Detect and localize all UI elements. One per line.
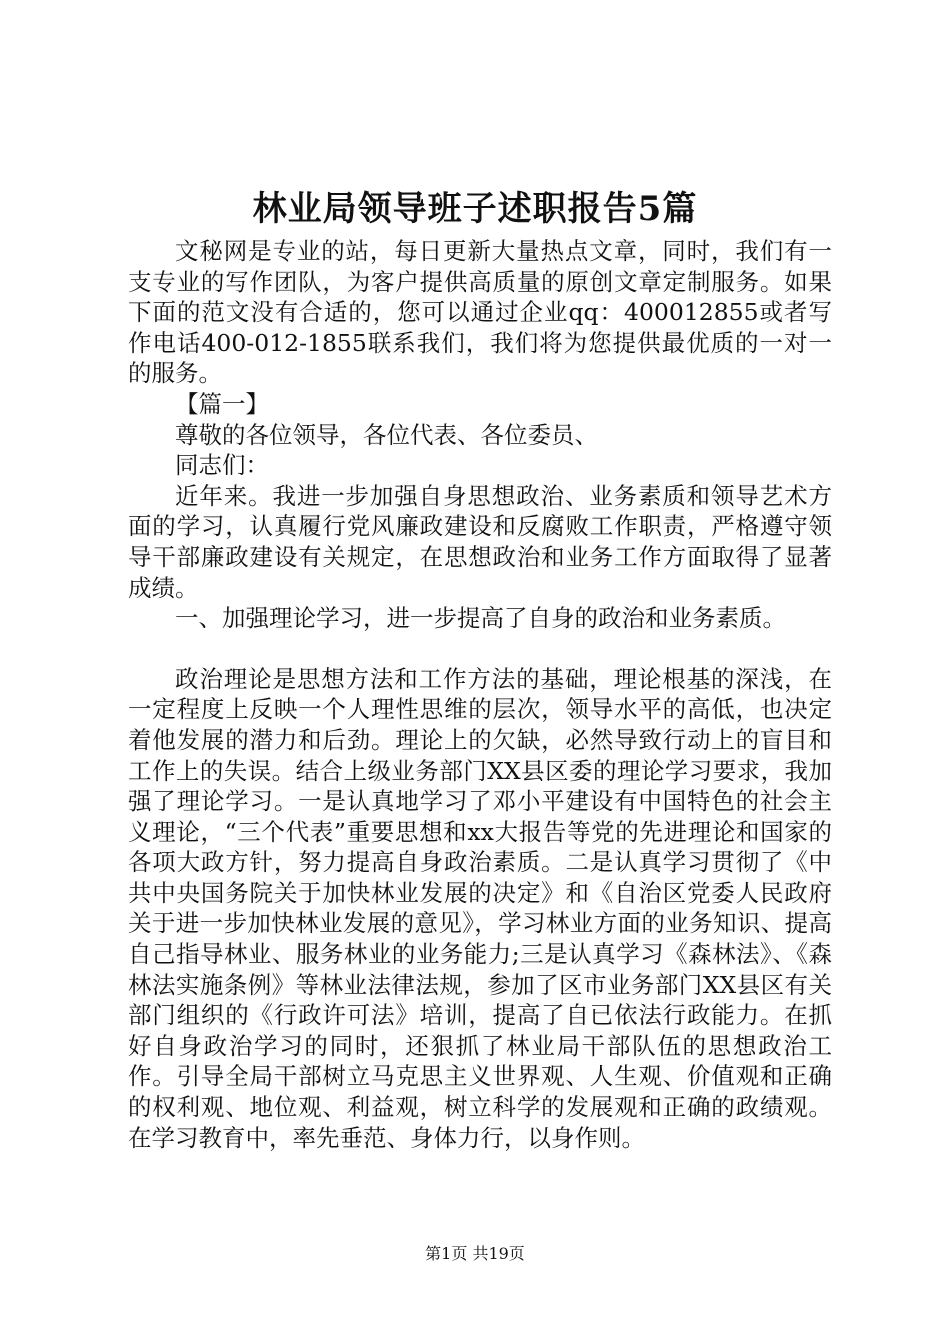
body-paragraph: 近年来。我进一步加强自身思想政治、业务素质和领导艺术方面的学习，认真履行党风廉政建设和反腐败工作职责，严格遵守领导干部廉政建设有关规定，在思想政治和业务工作方面取得了显著成绩。 bbox=[128, 481, 832, 602]
body-paragraph: 政治理论是思想方法和工作方法的基础，理论根基的深浅，在一定程度上反映一个人理性思维的层次，领导水平的高低，也决定着他发展的潜力和后劲。理论上的欠缺，必然导致行动上的盲目和工作上的失误。结合上级业务部门XX县区委的理论学习要求，我加强了理论学习。一是认真地学习了邓小平建设有中国特色的社会主义理论，“三个代表”重要思想和xx大报告等党的先进理论和国家的各项大政方针，努力提高自身政治素质。二是认真学习贯彻了《中共中央国务院关于加快林业发展的决定》和《自治区党委人民政府关于进一步加快林业发展的意见》，学习林业方面的业务知识、提高自己指导林业、服务林业的业务能力;三是认真学习《森林法》、《森林法实施条例》等林业法律法规，参加了区市业务部门XX县区有关部门组织的《行政许可法》培训，提高了自已依法行政能力。在抓好自身政治学习的同时，还狠抓了林业局干部队伍的思想政治工作。引导全局干部树立马克思主义世界观、人生观、价值观和正确的权利观、地位观、利益观，树立科学的发展观和正确的政绩观。在学习教育中，率先垂范、身体力行，以身作则。 bbox=[128, 664, 832, 1152]
salutation-line: 尊敬的各位领导，各位代表、各位委员、 bbox=[175, 420, 598, 449]
section-heading: 【篇一】 bbox=[175, 389, 269, 418]
page-footer: 第1页 共19页 bbox=[425, 1244, 525, 1263]
intro-paragraph: 文秘网是专业的站，每日更新大量热点文章，同时，我们有一支专业的写作团队，为客户提供高质量的原创文章定制服务。如果下面的范文没有合适的，您可以通过企业qq：400012855或者写作电话400-012-1855联系我们，我们将为您提供最优质的一对一的服务。 bbox=[128, 237, 832, 388]
document-title: 林业局领导班子述职报告5篇 bbox=[252, 189, 698, 229]
paragraph-spacer bbox=[128, 634, 832, 664]
subsection-heading: 一、加强理论学习，进一步提高了自身的政治和业务素质。 bbox=[175, 604, 786, 633]
salutation-line: 同志们： bbox=[175, 451, 269, 480]
document-body bbox=[128, 236, 832, 1153]
